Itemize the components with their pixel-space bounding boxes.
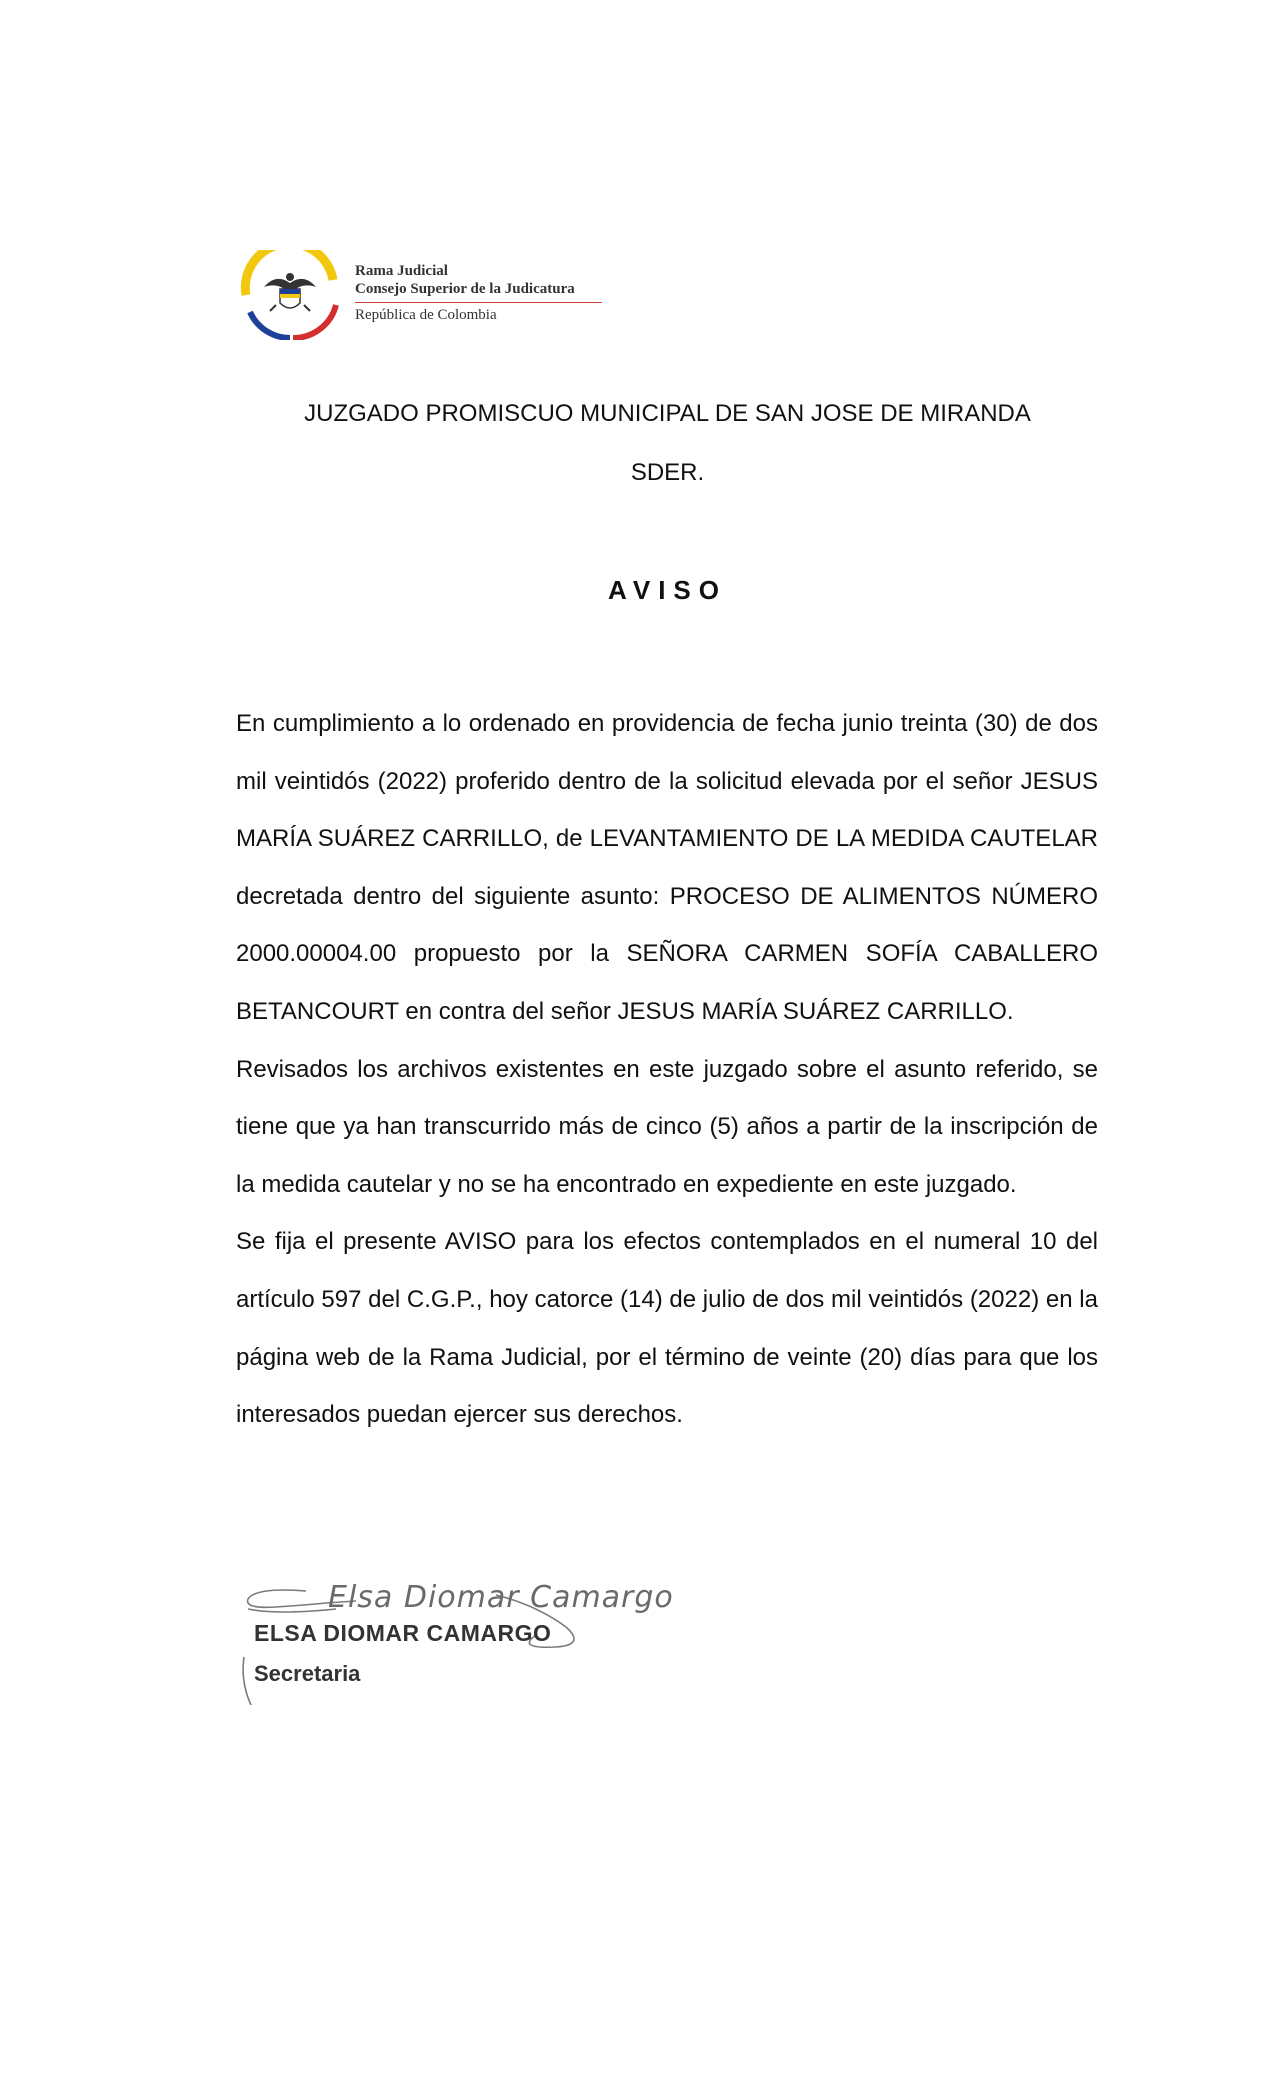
- document-title: AVISO: [608, 575, 727, 605]
- body-paragraph: Se fija el presente AVISO para los efectos contemplados en el numeral 10 del artículo 597 del C.G.P., hoy catorce (14) de julio de dos mil veintidós (2022) en la página web de la Rama Judicial, por el término de veinte (20) días para que los interesados puedan ejercer sus derechos.: [236, 1228, 1098, 1429]
- logo-divider: [355, 302, 602, 303]
- court-name: JUZGADO PROMISCUO MUNICIPAL DE SAN JOSE DE MIRANDA: [304, 400, 1031, 427]
- document-body: [236, 695, 1098, 1444]
- logo-line-rama-judicial: Rama Judicial: [355, 263, 448, 279]
- logo-line-consejo: Consejo Superior de la Judicatura: [355, 281, 575, 297]
- coat-of-arms-emblem-icon: [238, 250, 348, 340]
- signature-script: Elsa Diomar Camargo: [328, 1580, 674, 1615]
- signature-block: [236, 1565, 756, 1705]
- signatory-role: Secretaria: [254, 1661, 361, 1686]
- rama-judicial-logo: [238, 250, 618, 340]
- signatory-name: ELSA DIOMAR CAMARGO: [254, 1620, 552, 1646]
- body-paragraph: Revisados los archivos existentes en este juzgado sobre el asunto referido, se tiene que ya han transcurrido más de cinco (5) años a partir de la inscripción de la medida cautelar y no se ha encontrado en expediente en este juzgado.: [236, 1055, 1098, 1198]
- court-location: SDER.: [630, 459, 705, 486]
- body-paragraph: En cumplimiento a lo ordenado en providencia de fecha junio treinta (30) de dos mil veintidós (2022) proferido dentro de la solicitud elevada por el señor JESUS MARÍA SUÁREZ CARRILLO, de LEVANTAMIENTO DE LA MEDIDA CAUTELAR decretada dentro del siguiente asunto: PROCESO DE ALIMENTOS NÚMERO 2000.00004.00 propuesto por la SEÑORA CARMEN SOFÍA CABALLERO BETANCOURT en contra del señor JESUS MARÍA SUÁREZ CARRILLO.: [236, 710, 1098, 1025]
- logo-line-republica: República de Colombia: [355, 307, 497, 323]
